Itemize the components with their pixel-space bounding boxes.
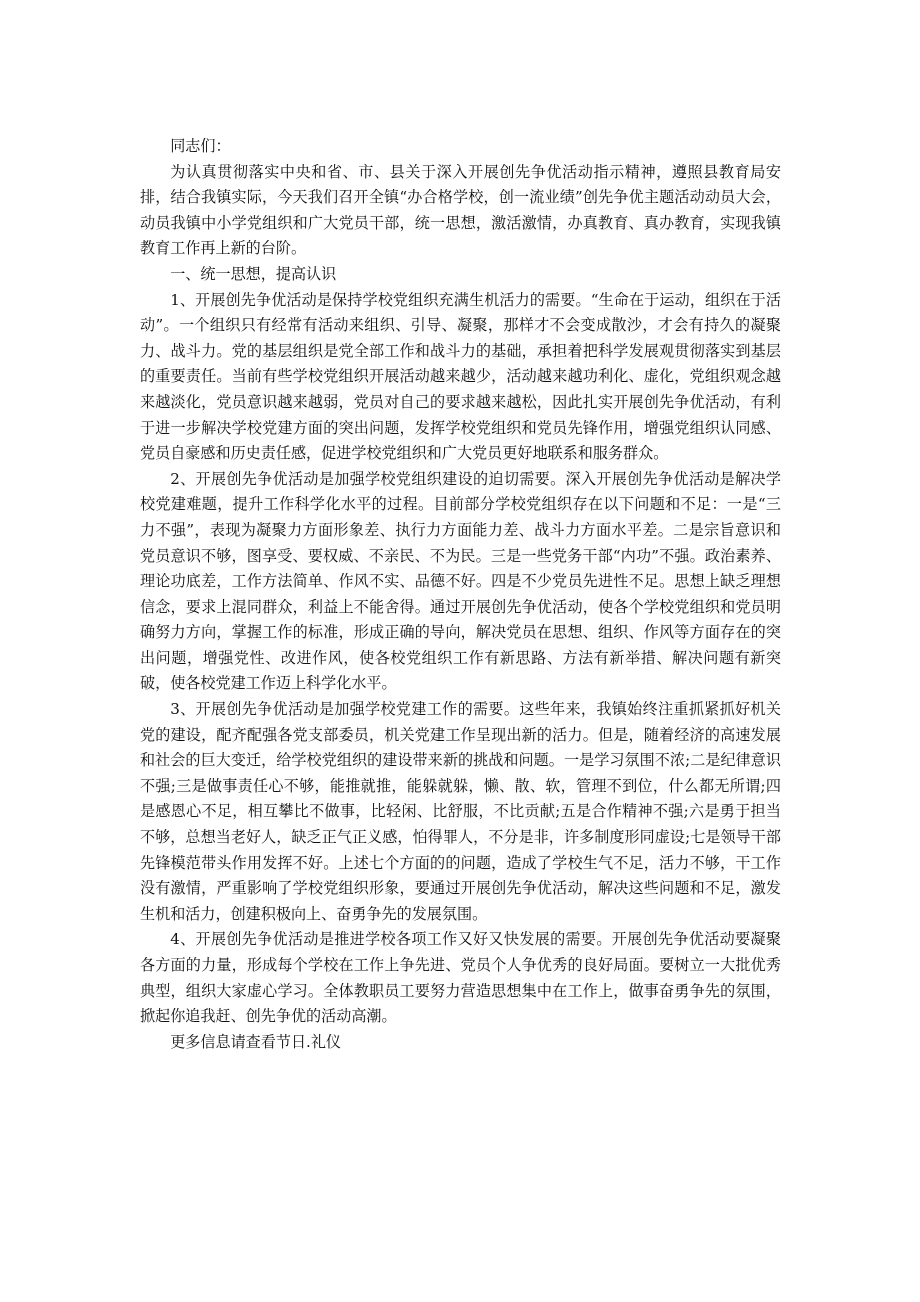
more-info-link[interactable]: 更多信息请查看节日.礼仪: [170, 1032, 342, 1051]
salutation: 同志们：: [170, 137, 231, 155]
paragraph-2: 2、开展创先争优活动是加强学校党组织建设的迫切需要。深入开展创先争优活动是解决学校党建难题，提升工作科学化水平的过程。目前部分学校党组织存在以下问题和不足：一是“三力不强”，表现为凝聚力方面形象差、执行力方面能力差、战斗力方面水平差。二是宗旨意识和党员意识不够，图享受、要权威、不亲民、不为民。三是一些党务干部“内功”不强。政治素养、理论功底差，工作方法简单、作风不实、品德不好。四是不少党员先进性不足。思想上缺乏理想信念，要求上混同群众，利益上不能舍得。通过开展创先争优活动，使各个学校党组织和党员明确努力方向，掌握工作的标准，形成正确的导向，解决党员在思想、组织、作风等方面存在的突出问题，增强党性、改进作风，使各校党组织工作有新思路、方法有新举措、解决问题有新突破，使各校党建工作迈上科学化水平。: [140, 469, 781, 693]
paragraph-1: 1、开展创先争优活动是保持学校党组织充满生机活力的需要。“生命在于运动，组织在于活动”。一个组织只有经常有活动来组织、引导、凝聚，那样才不会变成散沙，才会有持久的凝聚力、战斗力。党的基层组织是党全部工作和战斗力的基础，承担着把科学发展观贯彻落实到基层的重要责任。当前有些学校党组织开展活动越来越少，活动越来越功利化、虚化，党组织观念越来越淡化，党员意识越来越弱，党员对自己的要求越来越松，因此扎实开展创先争优活动，有利于进一步解决学校党建方面的突出问题，发挥学校党组织和党员先锋作用，增强党组织认同感、党员自豪感和历史责任感，促进学校党组织和广大党员更好地联系和服务群众。: [140, 290, 781, 463]
document-body: [140, 134, 781, 1055]
paragraph-3: 3、开展创先争优活动是加强学校党建工作的需要。这些年来，我镇始终注重抓紧抓好机关党的建设，配齐配强各党支部委员，机关党建工作呈现出新的活力。但是，随着经济的高速发展和社会的巨大变迁，给学校党组织的建设带来新的挑战和问题。一是学习氛围不浓;二是纪律意识不强;三是做事责任心不够，能推就推，能躲就躲，懒、散、软，管理不到位，什么都无所谓;四是感恩心不足，相互攀比不做事，比轻闲、比舒服，不比贡献;五是合作精神不强;六是勇于担当不够，总想当老好人，缺乏正气正义感，怕得罪人，不分是非，许多制度形同虚设;七是领导干部先锋模范带头作用发挥不好。上述七个方面的的问题，造成了学校生气不足，活力不够，干工作没有激情，严重影响了学校党组织形象，要通过开展创先争优活动，解决这些问题和不足，激发生机和活力，创建积极向上、奋勇争先的发展氛围。: [140, 700, 781, 923]
section-heading: 一、统一思想，提高认识: [170, 264, 337, 283]
intro-paragraph: 为认真贯彻落实中央和省、市、县关于深入开展创先争优活动指示精神，遵照县教育局安排，结合我镇实际，今天我们召开全镇“办合格学校，创一流业绩”创先争优主题活动动员大会，动员我镇中小学党组织和广大党员干部，统一思想，激活激情，办真教育、真办教育，实现我镇教育工作再上新的台阶。: [140, 162, 781, 258]
paragraph-4: 4、开展创先争优活动是推进学校各项工作又好又快发展的需要。开展创先争优活动要凝聚各方面的力量，形成每个学校在工作上争先进、党员个人争优秀的良好局面。要树立一大批优秀典型，组织大家虚心学习。全体教职员工要努力营造思想集中在工作上，做事奋勇争先的氛围，掀起你追我赶、创先争优的活动高潮。: [140, 930, 781, 1026]
